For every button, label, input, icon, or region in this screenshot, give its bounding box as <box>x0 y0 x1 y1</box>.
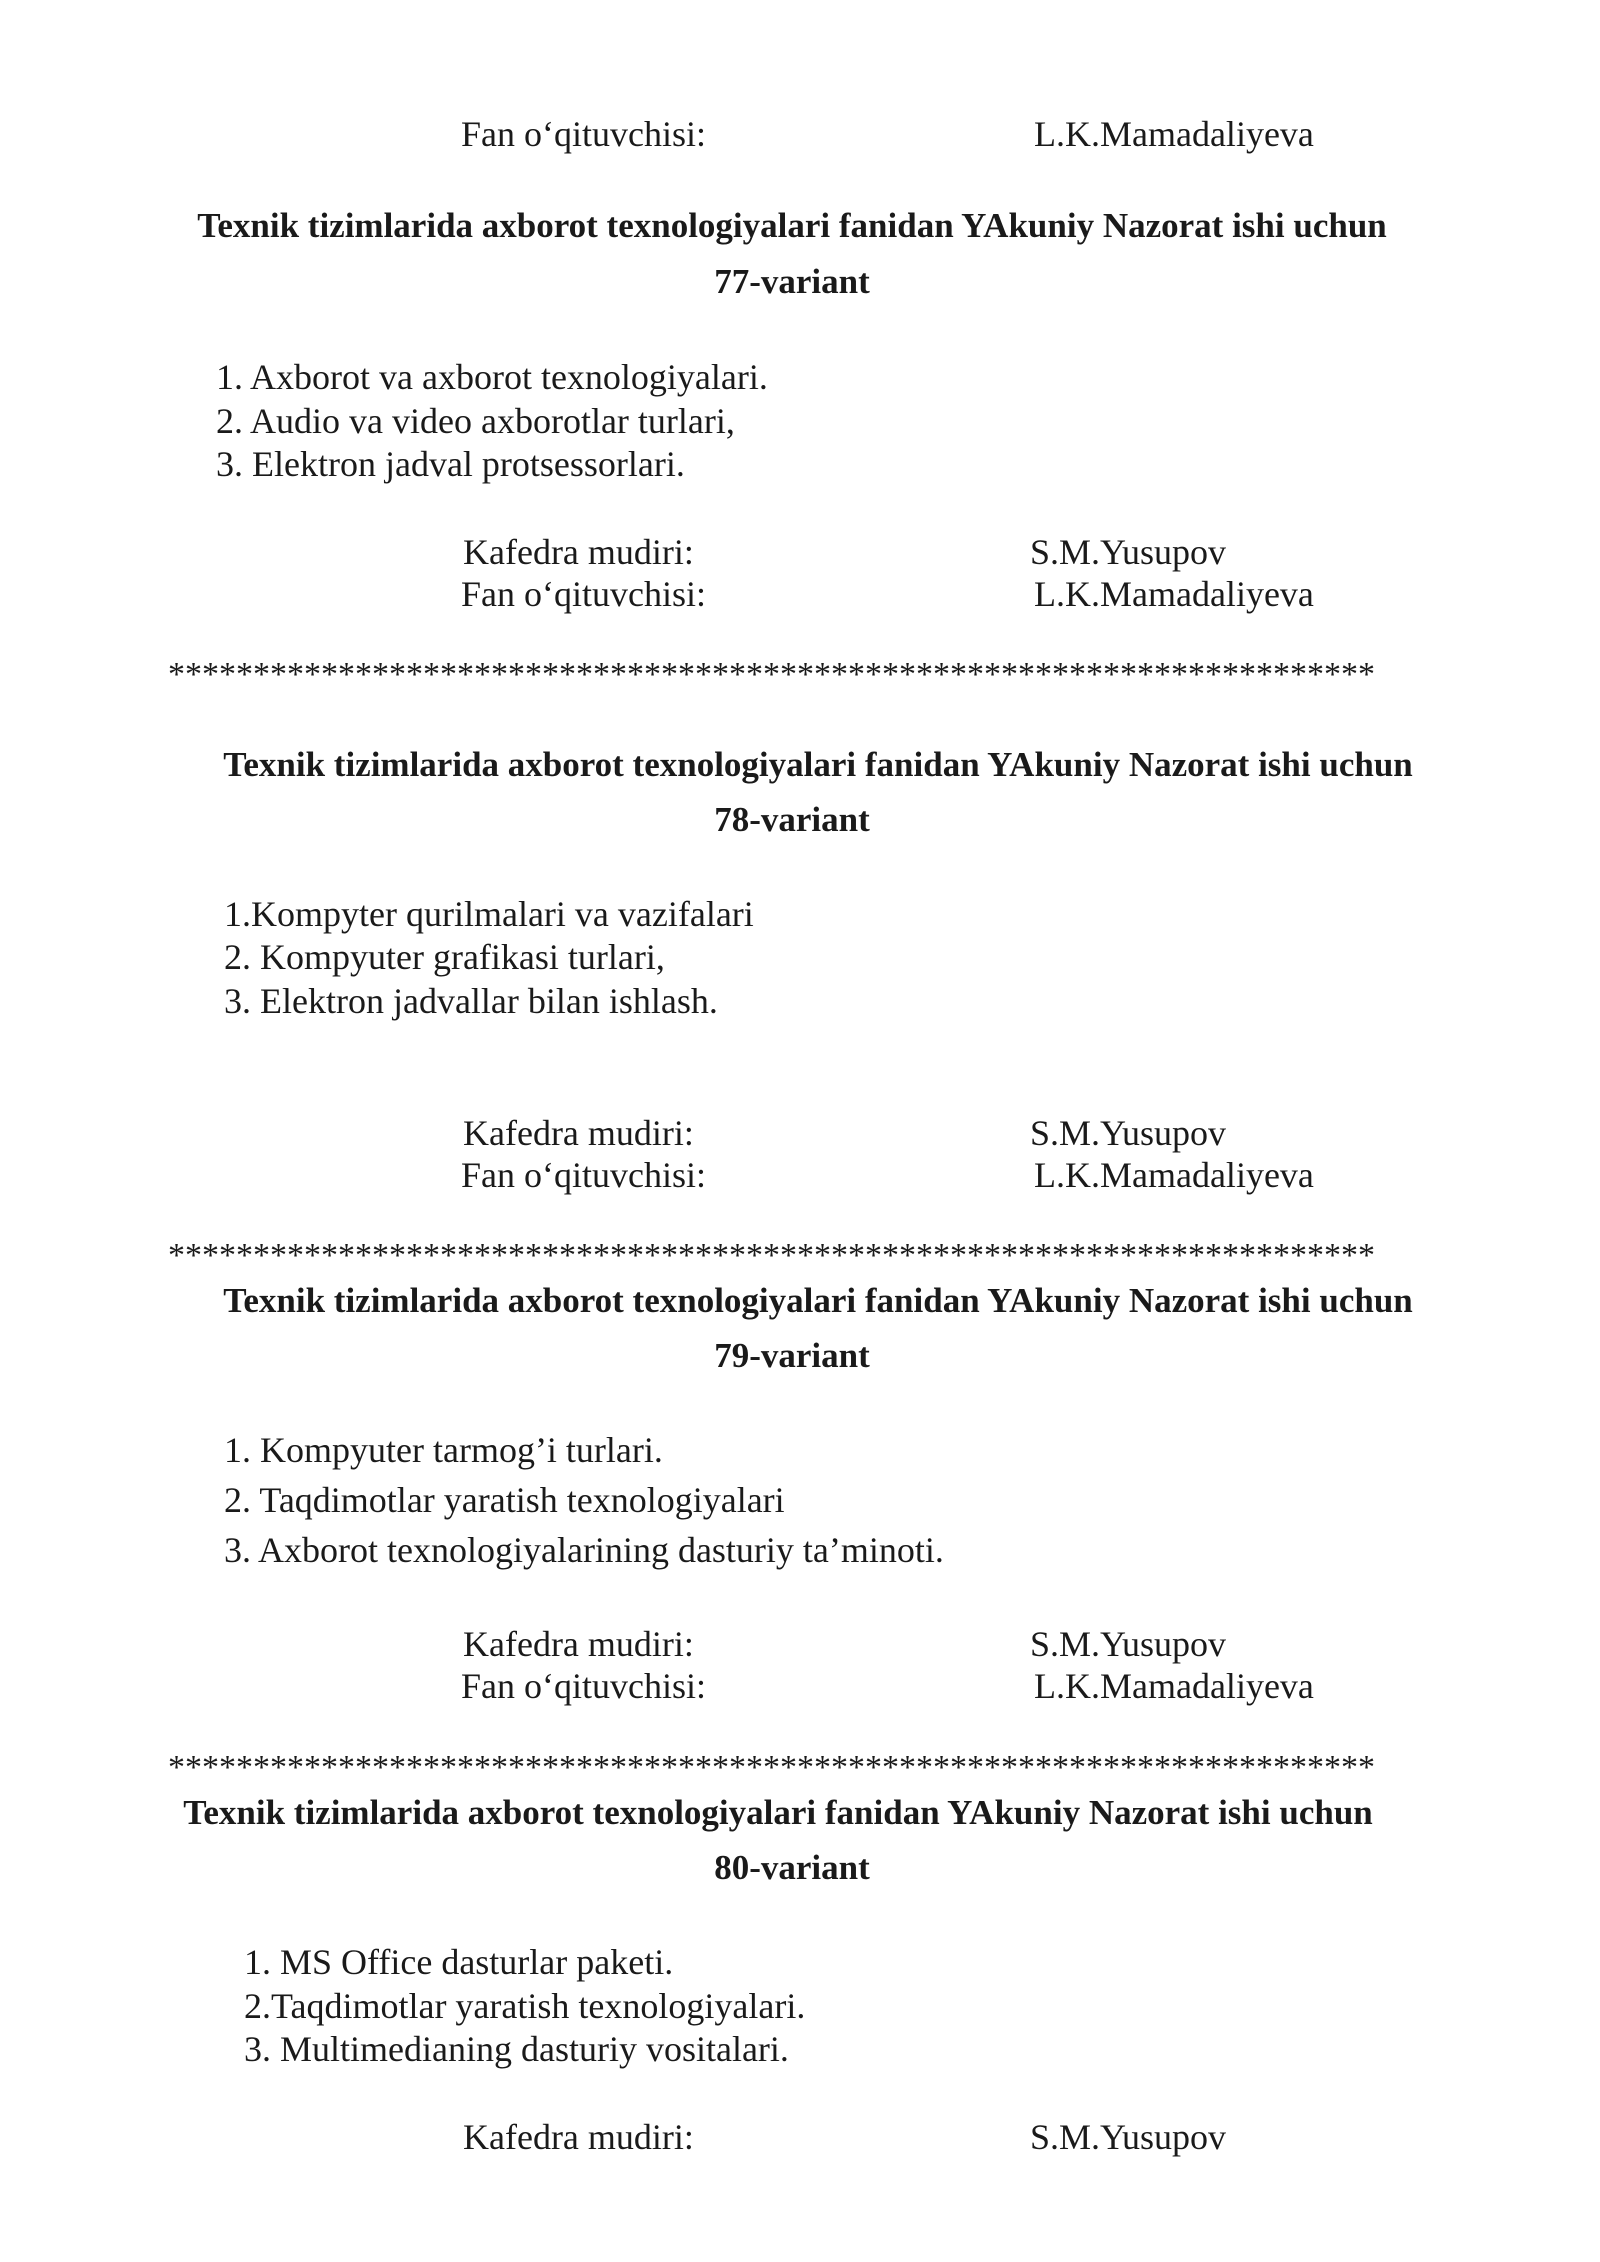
teacher-label: Fan o‘qituvchisi: <box>461 1666 706 1706</box>
head-label: Kafedra mudiri: <box>463 1113 694 1153</box>
head-name: S.M.Yusupov <box>1030 1624 1227 1664</box>
section-title: Texnik tizimlarida axborot texnologiyalari fanidan YAkuniy Nazorat ishi uchun <box>197 206 1387 245</box>
teacher-label: Fan o‘qituvchisi: <box>461 1155 706 1195</box>
head-name: S.M.Yusupov <box>1030 1113 1227 1153</box>
separator: *********************************************************************** <box>168 656 1375 693</box>
question-item: 3. Elektron jadvallar bilan ishlash. <box>224 981 718 1021</box>
separator: *********************************************************************** <box>168 1749 1375 1786</box>
section-title: Texnik tizimlarida axborot texnologiyalari fanidan YAkuniy Nazorat ishi uchun <box>183 1793 1373 1832</box>
separator: *********************************************************************** <box>168 1237 1375 1274</box>
question-item: 1. Kompyuter tarmog’i turlari. <box>224 1430 663 1470</box>
section-title: Texnik tizimlarida axborot texnologiyalari fanidan YAkuniy Nazorat ishi uchun <box>223 1281 1413 1320</box>
question-item: 3. Multimedianing dasturiy vositalari. <box>244 2029 789 2069</box>
variant-heading: 77-variant <box>714 262 870 301</box>
head-name: S.M.Yusupov <box>1030 532 1227 572</box>
question-item: 3. Elektron jadval protsessorlari. <box>216 444 685 484</box>
variant-heading: 80-variant <box>714 1848 870 1887</box>
question-item: 1. Axborot va axborot texnologiyalari. <box>216 357 768 397</box>
question-item: 2. Audio va video axborotlar turlari, <box>216 401 735 441</box>
question-item: 2.Taqdimotlar yaratish texnologiyalari. <box>244 1986 806 2026</box>
question-item: 3. Axborot texnologiyalarining dasturiy ta’minoti. <box>224 1530 944 1570</box>
teacher-label: Fan o‘qituvchisi: <box>461 114 706 154</box>
head-label: Kafedra mudiri: <box>463 532 694 572</box>
teacher-name: L.K.Mamadaliyeva <box>1034 574 1314 614</box>
section-title: Texnik tizimlarida axborot texnologiyalari fanidan YAkuniy Nazorat ishi uchun <box>223 745 1413 784</box>
head-label: Kafedra mudiri: <box>463 2117 694 2157</box>
question-item: 2. Kompyuter grafikasi turlari, <box>224 937 665 977</box>
question-item: 1.Kompyter qurilmalari va vazifalari <box>224 894 754 934</box>
teacher-name: L.K.Mamadaliyeva <box>1034 114 1314 154</box>
head-name: S.M.Yusupov <box>1030 2117 1227 2157</box>
teacher-name: L.K.Mamadaliyeva <box>1034 1666 1314 1706</box>
question-item: 2. Taqdimotlar yaratish texnologiyalari <box>224 1480 785 1520</box>
question-item: 1. MS Office dasturlar paketi. <box>244 1942 674 1982</box>
teacher-label: Fan o‘qituvchisi: <box>461 574 706 614</box>
teacher-name: L.K.Mamadaliyeva <box>1034 1155 1314 1195</box>
head-label: Kafedra mudiri: <box>463 1624 694 1664</box>
variant-heading: 79-variant <box>714 1336 870 1375</box>
variant-heading: 78-variant <box>714 800 870 839</box>
